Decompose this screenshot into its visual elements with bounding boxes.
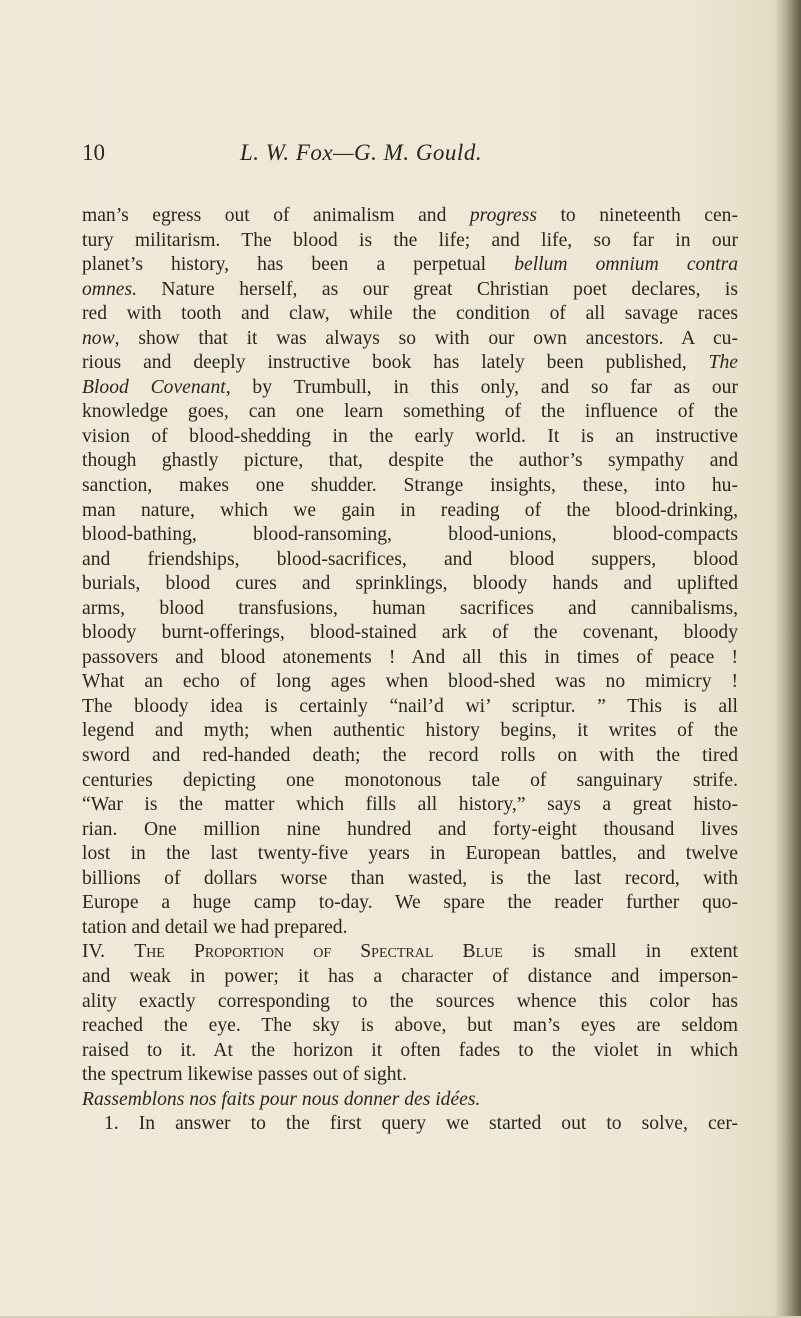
text-run: to nineteenth cen- xyxy=(537,205,738,226)
text-run: raised to it. At the horizon it often fades to the violet in which xyxy=(82,1039,738,1061)
text-run: burials, blood cures and sprinklings, bloody hands and uplifted xyxy=(82,573,738,595)
page-header xyxy=(82,138,732,168)
text-run: tation and detail we had prepared. xyxy=(82,916,348,938)
italic-run: The xyxy=(708,352,738,374)
text-line xyxy=(82,1112,738,1137)
text-run: knowledge goes, can one learn something of the influence of the xyxy=(82,401,738,423)
italic-run: bellum omnium contra xyxy=(514,254,738,276)
text-line xyxy=(82,376,738,401)
italic-run: Rassemblons nos faits pour nous donner des idées. xyxy=(82,1088,481,1110)
text-run: man nature, which we gain in reading of the blood-drinking, xyxy=(82,499,738,521)
text-run: man’s egress out of animalism and xyxy=(82,205,470,226)
text-line xyxy=(82,1063,738,1088)
text-line xyxy=(82,400,738,425)
text-line xyxy=(82,597,738,622)
text-run: planet’s history, has been a perpetual xyxy=(82,254,515,276)
text-line xyxy=(82,548,738,573)
text-run: rian. One million nine hundred and forty-eight thousand lives xyxy=(82,818,738,840)
text-run: Europe a huge camp to-day. We spare the reader further quo- xyxy=(82,892,738,914)
text-line xyxy=(82,351,738,376)
text-line xyxy=(82,1014,738,1039)
italic-run: Blood Covenant xyxy=(82,376,226,398)
text-line xyxy=(82,449,738,474)
text-line xyxy=(82,891,738,916)
text-line xyxy=(82,842,738,867)
text-line xyxy=(82,621,738,646)
text-run: and weak in power; it has a character of distance and imperson- xyxy=(82,965,738,987)
text-run: IV. xyxy=(82,941,135,963)
text-line xyxy=(82,695,738,720)
text-run: vision of blood-shedding in the early world. It is an instructive xyxy=(82,425,738,447)
italic-run: omnes. xyxy=(82,278,137,300)
text-run: What an echo of long ages when blood-shed was no mimicry ! xyxy=(82,671,738,693)
text-line xyxy=(82,744,738,769)
text-line xyxy=(82,867,738,892)
text-line xyxy=(82,278,738,303)
text-run: 1. In answer to the first query we started out to solve, cer- xyxy=(104,1113,738,1135)
text-line xyxy=(82,499,738,524)
text-line xyxy=(82,523,738,548)
text-run: billions of dollars worse than wasted, is the last record, with xyxy=(82,867,738,889)
text-line xyxy=(82,646,738,671)
text-line xyxy=(82,769,738,794)
text-run: centuries depicting one monotonous tale of sanguinary strife. xyxy=(82,769,738,791)
text-run: though ghastly picture, that, despite the author’s sympathy and xyxy=(82,450,738,472)
italic-run: now xyxy=(82,327,115,349)
page-gutter-shadow xyxy=(775,0,801,1318)
text-line xyxy=(82,204,738,229)
text-run: , by Trumbull, in this only, and so far as our xyxy=(225,376,738,398)
text-run: bloody burnt-offerings, blood-stained ark of the covenant, bloody xyxy=(82,622,738,644)
text-run: ality exactly corresponding to the sources whence this color has xyxy=(82,990,738,1012)
text-line xyxy=(82,229,738,254)
text-run: Nature herself, as our great Christian poet declares, is xyxy=(136,278,738,300)
text-run: “War is the matter which fills all history,” says a great histo- xyxy=(82,794,738,816)
small-caps-run: The Proportion of Spectral Blue xyxy=(134,941,503,963)
text-run: rious and deeply instructive book has lately been published, xyxy=(82,352,709,374)
text-run: lost in the last twenty-five years in European battles, and twelve xyxy=(82,843,738,865)
text-run: blood-bathing, blood-ransoming, blood-unions, blood-compacts xyxy=(82,524,738,546)
text-line xyxy=(82,253,738,278)
text-run: reached the eye. The sky is above, but man’s eyes are seldom xyxy=(82,1015,738,1037)
text-line xyxy=(82,670,738,695)
text-run: sanction, makes one shudder. Strange insights, these, into hu- xyxy=(82,475,738,497)
text-run: is small in extent xyxy=(502,941,738,963)
italic-run: progress xyxy=(469,205,538,226)
text-line xyxy=(82,990,738,1015)
text-run: tury militarism. The blood is the life; and life, so far in our xyxy=(82,229,738,251)
text-line xyxy=(82,793,738,818)
text-run: the spectrum likewise passes out of sight. xyxy=(82,1064,407,1086)
text-line xyxy=(82,302,738,327)
text-run: passovers and blood atonements ! And all this in times of peace ! xyxy=(82,646,738,668)
text-line xyxy=(82,1088,738,1113)
text-run: The bloody idea is certainly “nail’d wi’ scriptur. ” This is all xyxy=(82,695,738,717)
page-number: 10 xyxy=(82,140,105,165)
text-run: arms, blood transfusions, human sacrifices and cannibalisms, xyxy=(82,597,738,619)
text-line xyxy=(82,818,738,843)
text-line xyxy=(82,965,738,990)
body-text xyxy=(82,204,738,1137)
text-run: , show that it was always so with our own ancestors. A cu- xyxy=(114,327,738,349)
text-line xyxy=(82,474,738,499)
text-line xyxy=(82,719,738,744)
running-head: L. W. Fox—G. M. Gould. xyxy=(240,140,483,165)
text-line xyxy=(82,327,738,352)
text-line xyxy=(82,1039,738,1064)
text-run: legend and myth; when authentic history begins, it writes of the xyxy=(82,720,738,742)
text-run: red with tooth and claw, while the condition of all savage races xyxy=(82,303,738,325)
text-run: and friendships, blood-sacrifices, and blood suppers, blood xyxy=(82,548,738,570)
text-line xyxy=(82,940,738,965)
text-run: sword and red-handed death; the record rolls on with the tired xyxy=(82,745,738,767)
text-line xyxy=(82,425,738,450)
text-line xyxy=(82,572,738,597)
text-line xyxy=(82,916,738,941)
